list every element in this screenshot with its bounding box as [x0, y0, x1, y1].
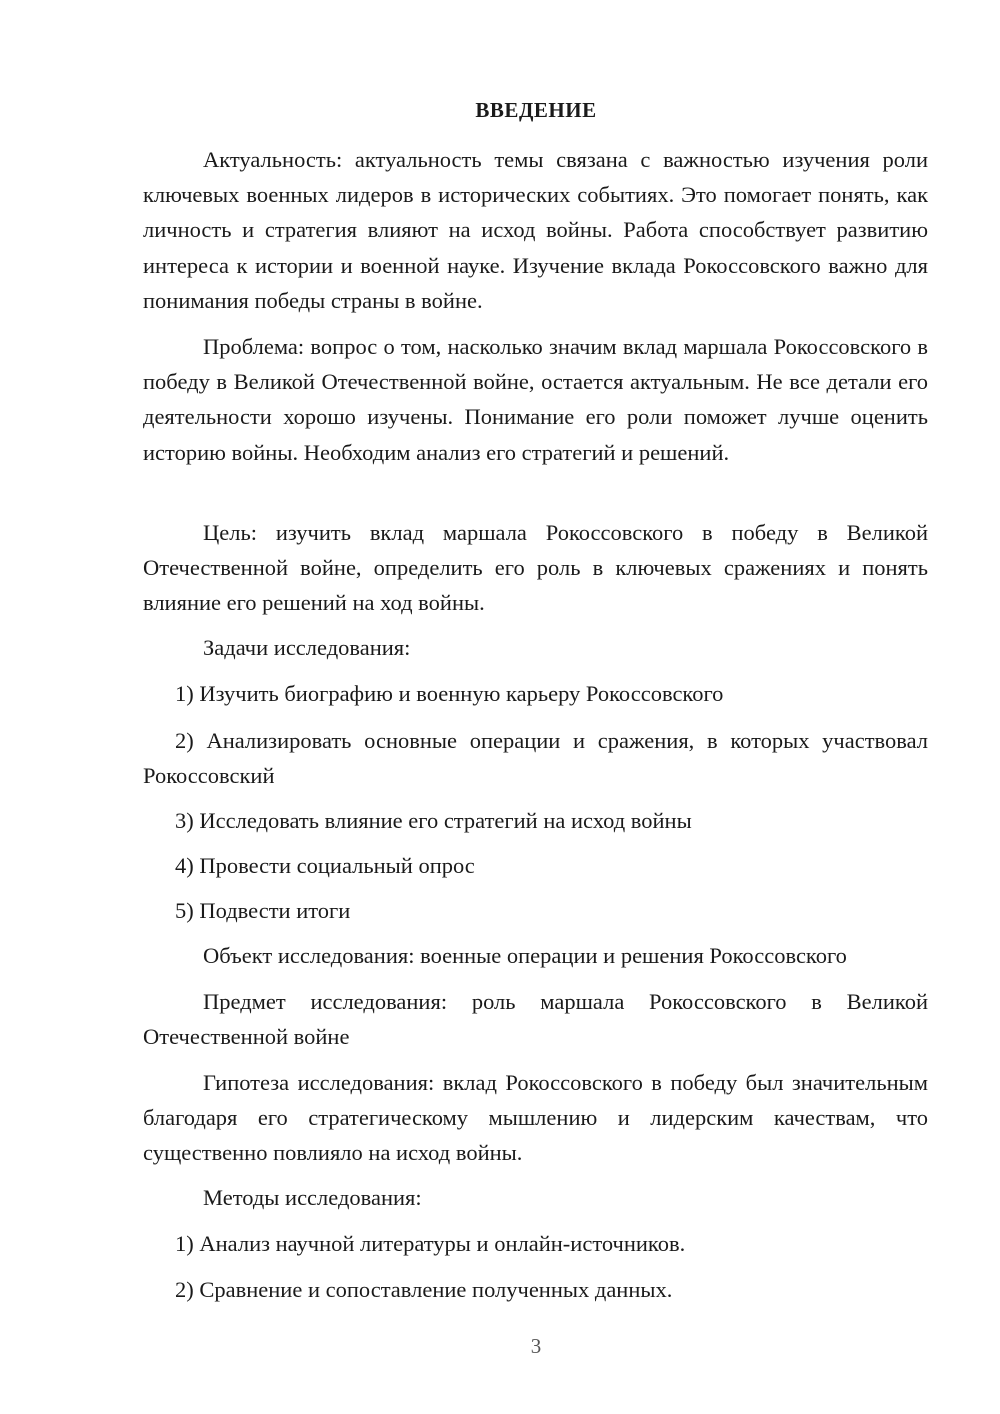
problem-paragraph: Проблема: вопрос о том, насколько значим вклад маршала Рокоссовского в победу в Великой Отечественной войне, остается актуальным. Не все детали его деятельности хорошо изучены. Понимание его роли поможет лучше оценить историю войны. Необходим анализ его стратегий и решений. [143, 334, 928, 465]
section-title: ВВЕДЕНИЕ [475, 98, 597, 122]
task-item: 1) Изучить биографию и военную карьеру Рокоссовского [175, 681, 724, 706]
goal-paragraph: Цель: изучить вклад маршала Рокоссовского в победу в Великой Отечественной войне, определить его роль в ключевых сражениях и понять влияние его решений на ход войны. [143, 520, 928, 616]
method-item: 1) Анализ научной литературы и онлайн-источников. [175, 1231, 686, 1256]
method-item: 2) Сравнение и сопоставление полученных данных. [175, 1277, 673, 1302]
task-item: 2) Анализировать основные операции и сражения, в которых участвовал Рокоссовский [143, 728, 928, 789]
task-item: 5) Подвести итоги [175, 898, 351, 923]
page-number: 3 [530, 1334, 542, 1358]
object-paragraph: Объект исследования: военные операции и решения Рокоссовского [203, 943, 847, 968]
task-item: 4) Провести социальный опрос [175, 853, 475, 878]
relevance-paragraph: Актуальность: актуальность темы связана с важностью изучения роли ключевых военных лидеров в исторических событиях. Это помогает понять, как личность и стратегия влияют на исход войны. Работа способствует развитию интереса к истории и военной науке. Изучение вклада Рокоссовского важно для понимания победы страны в войне. [143, 147, 928, 313]
hypothesis-paragraph: Гипотеза исследования: вклад Рокоссовского в победу был значительным благодаря его стратегическому мышлению и лидерским качествам, что существенно повлияло на исход войны. [143, 1070, 928, 1166]
task-item: 3) Исследовать влияние его стратегий на исход войны [175, 808, 692, 833]
methods-heading: Методы исследования: [203, 1185, 422, 1210]
subject-paragraph: Предмет исследования: роль маршала Рокоссовского в Великой Отечественной войне [143, 989, 928, 1050]
tasks-heading: Задачи исследования: [203, 635, 411, 660]
